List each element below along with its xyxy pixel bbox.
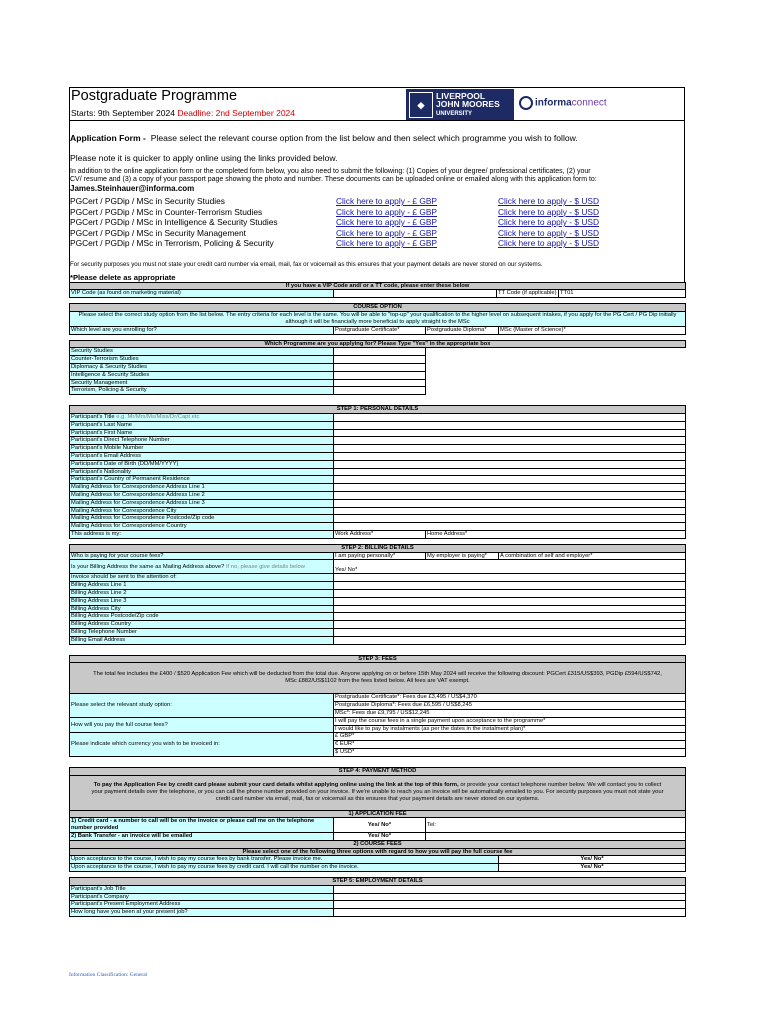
apply-usd-link[interactable]: Click here to apply - $ USD (498, 196, 600, 206)
course-fee-option-bank-input[interactable]: Yes/ No* (499, 856, 686, 864)
payment-plan-label: How will you pay the full course fees? (70, 717, 334, 733)
programme-choice-heading: Which Programme are you applying for? Please Type "Yes" in the appropriate box (70, 340, 686, 348)
personal-field-input[interactable] (334, 460, 686, 468)
title-input[interactable] (334, 414, 686, 422)
informa-ring-icon (519, 96, 533, 110)
personal-details-heading: STEP 1: PERSONAL DETAILS (70, 406, 686, 414)
programme-link-row: PGCert / PGDip / MSc in Intelligence & Security Studies Click here to apply - £ GBP Click here to apply - $ USD (70, 217, 600, 227)
documents-note-2: CV/ resume and (3) a copy of your passport page showing the photo and number. These documents can be uploaded online or emailed along with this application form to: (70, 176, 597, 183)
apply-usd-link[interactable]: Click here to apply - $ USD (498, 227, 600, 238)
vip-code-label: VIP Code (as found on marketing material) (70, 290, 334, 298)
personal-details-table (69, 405, 686, 539)
vip-heading: If you have a VIP Code and/ or a TT code, please enter these below (70, 282, 686, 290)
personal-field-input[interactable] (334, 515, 686, 523)
ljmu-logo: ◆ LIVERPOOL JOHN MOORES UNIVERSITY (406, 89, 514, 120)
employment-field-input[interactable] (334, 885, 686, 893)
personal-field-label: Participant's Country of Permanent Residence (70, 476, 334, 484)
billing-details-heading: STEP 2: BILLING DETAILS (70, 544, 686, 552)
credit-card-label: 1) Credit card - a number to call will be on the invoice or please call me on the telephone number provided (70, 818, 334, 833)
billing-field-label: Billing Address Line 2 (70, 590, 334, 598)
programme-choice-input[interactable] (334, 348, 426, 356)
employment-details-table (69, 877, 686, 917)
course-fees-heading: 2) COURSE FEES (70, 840, 686, 848)
personal-field-label: Mailing Address for Correspondence Address Line 2 (70, 492, 334, 500)
programme-link-row: PGCert / PGDip / MSc in Terrorism, Policing & Security Click here to apply - £ GBP Click here to apply - $ USD (70, 238, 600, 248)
employment-field-input[interactable] (334, 909, 686, 917)
billing-field-input[interactable] (334, 574, 686, 582)
personal-field-label: Participant's Date of Birth (DD/MM/YYYY) (70, 460, 334, 468)
billing-field-label: Invoice should be sent to the attention of: (70, 574, 334, 582)
billing-field-input[interactable] (334, 636, 686, 644)
form-heading: Application Form - (70, 133, 146, 143)
employment-field-label: Participant's Present Employment Address (70, 901, 334, 909)
billing-field-label: Billing Address Postcode/Zip code (70, 613, 334, 621)
employment-details-heading: STEP 5: EMPLOYMENT DETAILS (70, 877, 686, 885)
study-option-pgdip[interactable]: Postgraduate Diploma*: Fees due £6,595 / US$8,245 (334, 702, 686, 710)
level-option-pgcert[interactable]: Postgraduate Certificate* (334, 326, 426, 334)
programme-choice-label: Diplomacy & Security Studies (70, 364, 334, 372)
personal-field-label: Participant's Nationality (70, 468, 334, 476)
employment-field-label: Participant's Company (70, 893, 334, 901)
employment-field-label: How long have you been at your present job? (70, 909, 334, 917)
billing-field-input[interactable] (334, 582, 686, 590)
course-option-table (69, 303, 686, 335)
level-option-pgdip[interactable]: Postgraduate Diploma* (426, 326, 499, 334)
title-hint: e.g. Mr/Mrs/Ms/Miss/Dr/Capt etc (116, 414, 200, 421)
payment-method-table (69, 767, 686, 872)
billing-field-input[interactable] (334, 605, 686, 613)
address-option-home[interactable]: Home Address* (426, 531, 686, 539)
programme-link-row: PGCert / PGDip / MSc in Counter-Terrorism Studies Click here to apply - £ GBP Click here to apply - $ USD (70, 206, 600, 217)
personal-field-label: Mailing Address for Correspondence Postcode/Zip code (70, 515, 334, 523)
personal-field-input[interactable] (334, 421, 686, 429)
programme-choice-label: Counter-Terrorism Studies (70, 356, 334, 364)
security-note: For security purposes you must not state your credit card number via email, mail, fax or voicemail as this ensures that your payment details are never stored on our systems. (70, 260, 543, 268)
programme-choice-label: Security Studies (70, 348, 334, 356)
start-date-line (71, 108, 295, 118)
apply-usd-link[interactable]: Click here to apply - $ USD (498, 238, 600, 248)
study-option-msc[interactable]: MSc*: Fees due £9,795 / US$12,245 (334, 709, 686, 717)
programme-choice-label: Security Management (70, 379, 334, 387)
same-address-hint: If no, please give details below (226, 563, 305, 570)
fees-heading: STEP 3: FEES (70, 655, 686, 663)
course-fees-instruction: Please select one of the following three options with regard to how you will pay the full course fee (70, 848, 686, 856)
personal-field-label: Mailing Address for Correspondence Country (70, 523, 334, 531)
programme-link-row: PGCert / PGDip / MSc in Security Management Click here to apply - £ GBP Click here to apply - $ USD (70, 227, 600, 238)
tt-code-label: TT Code (if applicable) (498, 290, 557, 297)
apply-gbp-link[interactable]: Click here to apply - £ GBP (336, 217, 438, 227)
apply-usd-link[interactable]: Click here to apply - $ USD (498, 217, 600, 227)
personal-field-input[interactable] (334, 523, 686, 531)
personal-field-label: Participant's First Name (70, 429, 334, 437)
payer-option-self[interactable]: I am paying personally* (334, 552, 426, 560)
apply-gbp-link[interactable]: Click here to apply - £ GBP (336, 196, 438, 206)
employment-field-input[interactable] (334, 901, 686, 909)
payer-option-employer[interactable]: My employer is paying* (426, 552, 499, 560)
payment-method-note: To pay the Application Fee by credit card please submit your card details whilst applying online using the link at the top of this form, or provide your contact telephone number below. We will contact you to collect your payment details over the telephone, or you can call the phone number provided on your invoice. If we're unable to reach you an invoice will be automatically emailed to you. For security purposes you must not state your credit card number via email, mail, fax or voicemail as this ensures that your payment details are never stored on our systems. (70, 775, 686, 810)
personal-field-label: Participant's Mobile Number (70, 445, 334, 453)
employment-field-input[interactable] (334, 893, 686, 901)
apply-usd-link[interactable]: Click here to apply - $ USD (498, 206, 600, 217)
apply-gbp-link[interactable]: Click here to apply - £ GBP (336, 206, 438, 217)
course-option-heading: COURSE OPTION (70, 304, 686, 312)
personal-field-input[interactable] (334, 492, 686, 500)
personal-field-input[interactable] (334, 476, 686, 484)
page-title: Postgraduate Programme (71, 88, 238, 104)
form-header (69, 87, 685, 120)
credit-card-input[interactable]: Yes/ No* (334, 818, 426, 833)
billing-field-input[interactable] (334, 628, 686, 636)
payer-option-combination[interactable]: A combination of self and employer* (499, 552, 686, 560)
deadline: Deadline: 2nd September 2024 (177, 108, 295, 118)
personal-field-input[interactable] (334, 429, 686, 437)
currency-option-eur[interactable]: € EUR* (334, 741, 686, 749)
personal-field-input[interactable] (334, 453, 686, 461)
documents-note-1: In addition to the online application form or the completed form below, you also need to submit the following: (1) Copies of your degree/ professional certificates, (2) your (70, 168, 591, 175)
personal-field-input[interactable] (334, 445, 686, 453)
billing-field-label: Billing Address Line 1 (70, 582, 334, 590)
apply-gbp-link[interactable]: Click here to apply - £ GBP (336, 238, 438, 248)
billing-field-label: Billing Address Line 3 (70, 597, 334, 605)
programme-choice-input[interactable] (334, 371, 426, 379)
bank-transfer-input[interactable]: Yes/ No* (334, 832, 426, 840)
programme-choice-input[interactable] (334, 356, 426, 364)
ljmu-shield-icon: ◆ (409, 92, 433, 118)
contact-email: James.Steinhauer@informa.com (70, 184, 195, 193)
billing-details-table (69, 544, 686, 645)
fees-note: The total fee includes the £400 / $520 Application Fee which will be deducted from the total due. Anyone applying on or before 15th May 2024 will receive the following discount: PGCert £315/US$393, PGDip £594/US$742, MSc £882/US$1102 from the fees listed below. All fees are VAT exempt. (70, 663, 686, 694)
billing-field-label: Billing Telephone Number (70, 628, 334, 636)
personal-field-label: Mailing Address for Correspondence City (70, 507, 334, 515)
programme-links (70, 196, 684, 249)
programme-choice-table (69, 340, 686, 396)
programme-choice-input[interactable] (334, 364, 426, 372)
personal-field-label: Participant's Email Address (70, 453, 334, 461)
personal-field-label: Mailing Address for Correspondence Address Line 1 (70, 484, 334, 492)
payment-method-heading: STEP 4: PAYMENT METHOD (70, 767, 686, 775)
course-option-note: Please select the correct study option from the list below. The entry criteria for each level is the same. You will be able to "top-up" your qualification to the higher level on subsequent intakes, if you apply for the PG Cert / PG Dip initially although it will be financially more beneficial to apply straight to the MSc (70, 311, 686, 326)
application-fee-heading: 1) APPLICATION FEE (70, 810, 686, 818)
currency-option-usd[interactable]: $ USD* (334, 748, 686, 756)
start-date: Starts: 9th September 2024 (71, 108, 175, 118)
personal-field-input[interactable] (334, 468, 686, 476)
vip-table (69, 282, 686, 299)
billing-field-input[interactable] (334, 613, 686, 621)
billing-field-input[interactable] (334, 597, 686, 605)
address-type-label: This address is my: (70, 531, 334, 539)
delete-note: *Please delete as appropriate (70, 272, 176, 282)
study-option-label: Please select the relevant study option: (70, 694, 334, 717)
classification-footer: Information Classification: General (69, 972, 148, 978)
course-fee-option-bank: Upon acceptance to the course, I wish to pay my course fees by bank transfer. Please invoice me. (70, 856, 499, 864)
study-option-pgcert[interactable]: Postgraduate Certificate*: Fees due £3,495 / US$4,370 (334, 694, 686, 702)
same-address-label: Is your Billing Address the same as Mailing Address above? If no, please give details below (70, 560, 334, 574)
programme-choice-label: Intelligence & Security Studies (70, 371, 334, 379)
payment-plan-instalments[interactable]: I would like to pay by instalments (as per the dates in the instalment plan)* (334, 725, 686, 733)
billing-field-input[interactable] (334, 621, 686, 629)
bank-transfer-label: 2) Bank Transfer - an invoice will be emailed (70, 832, 334, 840)
vip-code-input[interactable] (334, 290, 497, 298)
personal-field-input[interactable] (334, 507, 686, 515)
tt-code-input[interactable]: TT01 (559, 290, 686, 298)
currency-label: Please indicate which currency you wish to be invoiced in: (70, 733, 334, 756)
same-address-input[interactable]: Yes/ No* (334, 560, 686, 574)
billing-field-label: Billing Address City (70, 605, 334, 613)
apply-online-note: Please note it is quicker to apply online using the links provided below. (70, 153, 338, 163)
programme-choice-input[interactable] (334, 379, 426, 387)
personal-field-label: Mailing Address for Correspondence Address Line 3 (70, 499, 334, 507)
billing-field-label: Billing Address Country (70, 621, 334, 629)
personal-field-label: Participant's Direct Telephone Number (70, 437, 334, 445)
payment-plan-single[interactable]: I will pay the course fees in a single payment upon acceptance to the programme* (334, 717, 686, 725)
course-fee-option-card-input[interactable]: Yes/ No* (499, 864, 686, 872)
personal-field-label: Participant's Last Name (70, 421, 334, 429)
programme-choice-label: Terrorism, Policing & Security (70, 387, 334, 395)
fees-table (69, 655, 686, 757)
informa-connect-logo: informaconnect (519, 96, 607, 110)
course-fee-option-card: Upon acceptance to the course, I wish to pay my course fees by credit card. I will call the number on the invoice. (70, 864, 499, 872)
level-label: Which level are you enrolling for? (70, 326, 334, 334)
billing-field-input[interactable] (334, 590, 686, 598)
personal-field-input[interactable] (334, 484, 686, 492)
application-form (69, 87, 685, 917)
intro-section (69, 120, 685, 282)
programme-link-row: PGCert / PGDip / MSc in Security Studies Click here to apply - £ GBP Click here to apply - $ USD (70, 196, 600, 206)
apply-gbp-link[interactable]: Click here to apply - £ GBP (336, 227, 438, 238)
billing-field-label: Billing Email Address (70, 636, 334, 644)
level-option-msc[interactable]: MSc (Master of Science)* (499, 326, 686, 334)
form-instructions: Please select the relevant course option from the list below and then select which programme you wish to follow. (150, 133, 578, 143)
employment-field-label: Participant's Job Title (70, 885, 334, 893)
title-label: Participant's Title e.g. Mr/Mrs/Ms/Miss/Dr/Capt etc (70, 414, 334, 422)
personal-field-input[interactable] (334, 499, 686, 507)
address-option-work[interactable]: Work Address* (334, 531, 426, 539)
personal-field-input[interactable] (334, 437, 686, 445)
payer-label: Who is paying for your course fees? (70, 552, 334, 560)
telephone-input[interactable]: Tel: (426, 818, 686, 833)
programme-choice-input[interactable] (334, 387, 426, 395)
currency-option-gbp[interactable]: £ GBP* (334, 733, 686, 741)
